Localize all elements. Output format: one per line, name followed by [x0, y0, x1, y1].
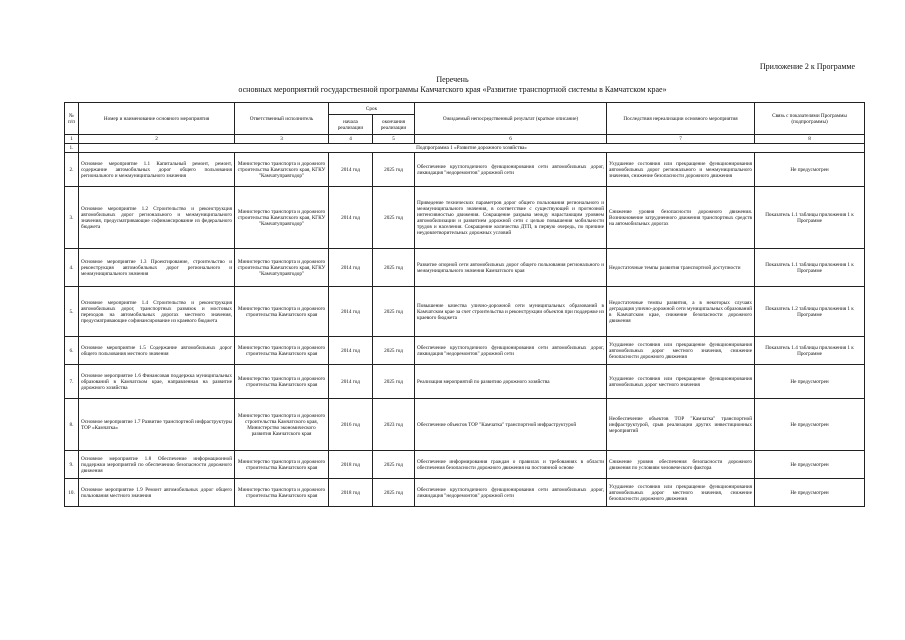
end-year: 2025 год	[373, 337, 415, 365]
header-end: окончания реализации	[373, 115, 415, 135]
indicator-link: Показатель 1.4 таблицы приложения 1 к Программе	[755, 337, 865, 365]
consequences: Ухудшение состояния или прекращение функционирования автомобильных дорог местного значения, снижение безопасности дорожного движения	[607, 479, 755, 507]
start-year: 2014 год	[329, 287, 373, 337]
appendix-label: Приложение 2 к Программе	[759, 62, 855, 71]
executor: Министерство транспорта и дорожного строительства Камчатского края	[235, 365, 329, 399]
table-row	[65, 451, 865, 479]
start-year: 2014 год	[329, 249, 373, 287]
table-row	[65, 399, 865, 451]
expected-result: Обеспечение круглогодичного функционирования сети автомобильных дорог, ликвидация "недоремонтов" дорожной сети	[415, 337, 607, 365]
indicator-link: Показатель 1.1 таблицы приложения 1 к Программе	[755, 249, 865, 287]
start-year: 2014 год	[329, 187, 373, 249]
end-year: 2025 год	[373, 249, 415, 287]
end-year: 2025 год	[373, 153, 415, 187]
expected-result: Развитие опорной сети автомобильных дорог общего пользования регионального и межмуниципального значения Камчатского края	[415, 249, 607, 287]
end-year: 2025 год	[373, 451, 415, 479]
expected-result: Обеспечение круглогодичного функционирования сети автомобильных дорог, ликвидация "недоремонтов" дорожной сети	[415, 479, 607, 507]
table-row	[65, 365, 865, 399]
executor: Министерство транспорта и дорожного строительства Камчатского края	[235, 337, 329, 365]
column-number: 8	[755, 135, 865, 144]
row-num: 7.	[65, 365, 79, 399]
header-start: начала реализации	[329, 115, 373, 135]
column-number: 7	[607, 135, 755, 144]
indicator-link: Не предусмотрен	[755, 153, 865, 187]
executor: Министерство транспорта и дорожного строительства Камчатского края	[235, 451, 329, 479]
measure-name: Основное мероприятие 1.5 Содержание автомобильных дорог общего пользования местного значения	[79, 337, 235, 365]
start-year: 2014 год	[329, 337, 373, 365]
indicator-link: Показатель 1.1 таблицы приложения 1 к Программе	[755, 187, 865, 249]
header-executor: Ответственный исполнитель	[235, 103, 329, 135]
measure-name: Основное мероприятие 1.4 Строительство и реконструкция автомобильных дорог, транспортных развязок и мостовых переходов на автомобильных дорогах местного значения, предусматривающие софинансирование из краевого бюджета	[79, 287, 235, 337]
measure-name: Основное мероприятие 1.1 Капитальный ремонт, ремонт, содержание автомобильных дорог общего пользования регионального и межмуниципального значения	[79, 153, 235, 187]
consequences: Ухудшение состояния или прекращение функционирования автомобильных дорог регионального и межмуниципального значения, снижение безопасности дорожного движения	[607, 153, 755, 187]
table-row	[65, 187, 865, 249]
measures-table	[64, 102, 865, 507]
start-year: 2018 год	[329, 451, 373, 479]
row-num: 8.	[65, 399, 79, 451]
consequences: Снижение уровня безопасности дорожного движения. Возникновение затрудненного движения транспортных средств на автомобильных дорогах	[607, 187, 755, 249]
row-num: 5.	[65, 287, 79, 337]
table-row	[65, 337, 865, 365]
expected-result: Обеспечение информирования граждан о правилах и требованиях в области обеспечения безопасности дорожного движения на постоянной основе	[415, 451, 607, 479]
header-result: Ожидаемый непосредственный результат (краткое описание)	[415, 103, 607, 135]
document-title: Перечень	[436, 75, 469, 84]
expected-result: Повышение качества улично-дорожной сети муниципальных образований в Камчатском крае за счет строительства и реконструкции объектов при поддержке из краевого бюджета	[415, 287, 607, 337]
expected-result: Реализация мероприятий по развитию дорожного хозяйства	[415, 365, 607, 399]
document-subtitle: основных мероприятий государственной программы Камчатского края «Развитие транспортной системы в Камчатском крае»	[238, 85, 667, 94]
table-row	[65, 287, 865, 337]
start-year: 2014 год	[329, 365, 373, 399]
column-numbers-row	[65, 135, 865, 144]
indicator-link: Не предусмотрен	[755, 399, 865, 451]
executor: Министерство транспорта и дорожного строительства Камчатского края, КГКУ "Камчатуправтодор"	[235, 153, 329, 187]
measure-name: Основное мероприятие 1.9 Ремонт автомобильных дорог общего пользования местного значения	[79, 479, 235, 507]
measure-name: Основное мероприятие 1.2 Строительство и реконструкция автомобильных дорог регионального и межмуниципального значения, предусматривающие софинансирование из федерального бюджета	[79, 187, 235, 249]
measure-name: Основное мероприятие 1.6 Финансовая поддержка муниципальных образований в Камчатском крае, направленная на развитие дорожного хозяйства	[79, 365, 235, 399]
consequences: Необеспечение объектов ТОР "Камчатка" транспортной инфраструктурой, срыв реализации других инвестиционных мероприятий	[607, 399, 755, 451]
header-link: Связь с показателями Программы (подпрограммы)	[755, 103, 865, 135]
row-num: 9.	[65, 451, 79, 479]
expected-result: Обеспечение круглогодичного функционирования сети автомобильных дорог, ликвидация "недоремонтов" дорожной сети	[415, 153, 607, 187]
end-year: 2025 год	[373, 287, 415, 337]
header-period: Срок	[329, 103, 415, 115]
consequences: Снижение уровня обеспечения безопасности дорожного движения по условиям человеческого фактора	[607, 451, 755, 479]
consequences: Ухудшение состояния или прекращение функционирования автомобильных дорог местного значения, снижение безопасности дорожного движения	[607, 337, 755, 365]
column-number: 2	[79, 135, 235, 144]
subprogram-row	[65, 144, 865, 153]
expected-result: Приведение технических параметров дорог общего пользования регионального и межмуниципального значения, в соответствие с существующей и прогнозной интенсивностью движения. Сокращение разрыва между нарастающим уровнем автомобилизации и развитием дорожной сети с целью повышения мобильности трудов и населения. Сокращение количества ДТП, в первую очередь, по причине неудовлетворительных дорожных условий	[415, 187, 607, 249]
indicator-link: Не предусмотрен	[755, 365, 865, 399]
indicator-link: Показатель 1.2 таблицы приложения 1 к Программе	[755, 287, 865, 337]
table-body	[65, 144, 865, 507]
subprogram-title: Подпрограмма 1 «Развитие дорожного хозяйства»	[79, 144, 865, 153]
header-name: Номер и наименование основного мероприятия	[79, 103, 235, 135]
end-year: 2025 год	[373, 187, 415, 249]
executor: Министерство транспорта и дорожного строительства Камчатского края	[235, 479, 329, 507]
column-number: 5	[373, 135, 415, 144]
row-num: 10.	[65, 479, 79, 507]
start-year: 2014 год	[329, 153, 373, 187]
measure-name: Основное мероприятие 1.8 Обеспечение информационной поддержки мероприятий по обеспечению безопасности дорожного движения	[79, 451, 235, 479]
end-year: 2025 год	[373, 365, 415, 399]
header-consequences: Последствия нереализации основного мероприятия	[607, 103, 755, 135]
executor: Министерство транспорта и дорожного строительства Камчатского края, КГКУ "Камчатуправтодор"	[235, 249, 329, 287]
column-number: 4	[329, 135, 373, 144]
indicator-link: Не предусмотрен	[755, 479, 865, 507]
table-row	[65, 153, 865, 187]
header-num: № п/п	[65, 103, 79, 135]
indicator-link: Не предусмотрен	[755, 451, 865, 479]
executor: Министерство транспорта и дорожного строительства Камчатского края	[235, 287, 329, 337]
end-year: 2025 год	[373, 479, 415, 507]
row-num: 2.	[65, 153, 79, 187]
table-row	[65, 249, 865, 287]
row-num: 3.	[65, 187, 79, 249]
start-year: 2018 год	[329, 479, 373, 507]
executor: Министерство транспорта и дорожного строительства Камчатского края, КГКУ "Камчатуправтодор"	[235, 187, 329, 249]
consequences: Недостаточные темпы развития транспортной доступности	[607, 249, 755, 287]
start-year: 2016 год	[329, 399, 373, 451]
consequences: Недостаточные темпы развития, а в некоторых случаях деградация улично-дорожной сети муниципальных образований в Камчатском крае, снижение безопасности дорожного движения	[607, 287, 755, 337]
subprogram-num: 1.	[65, 144, 79, 153]
row-num: 6.	[65, 337, 79, 365]
table-row	[65, 479, 865, 507]
measure-name: Основное мероприятие 1.3 Проектирование, строительство и реконструкция автомобильных дорог регионального и межмуниципального значения	[79, 249, 235, 287]
column-number: 6	[415, 135, 607, 144]
measure-name: Основное мероприятие 1.7 Развитие транспортной инфраструктуры ТОР «Камчатка»	[79, 399, 235, 451]
column-number: 3	[235, 135, 329, 144]
end-year: 2023 год	[373, 399, 415, 451]
executor: Министерство транспорта и дорожного строительства Камчатского края, Министерство экономического развития Камчатского края	[235, 399, 329, 451]
row-num: 4.	[65, 249, 79, 287]
consequences: Ухудшение состояния или прекращение функционирования автомобильных дорог местного значения	[607, 365, 755, 399]
column-number: 1	[65, 135, 79, 144]
expected-result: Обеспечение объектов ТОР "Камчатка" транспортной инфраструктурой	[415, 399, 607, 451]
